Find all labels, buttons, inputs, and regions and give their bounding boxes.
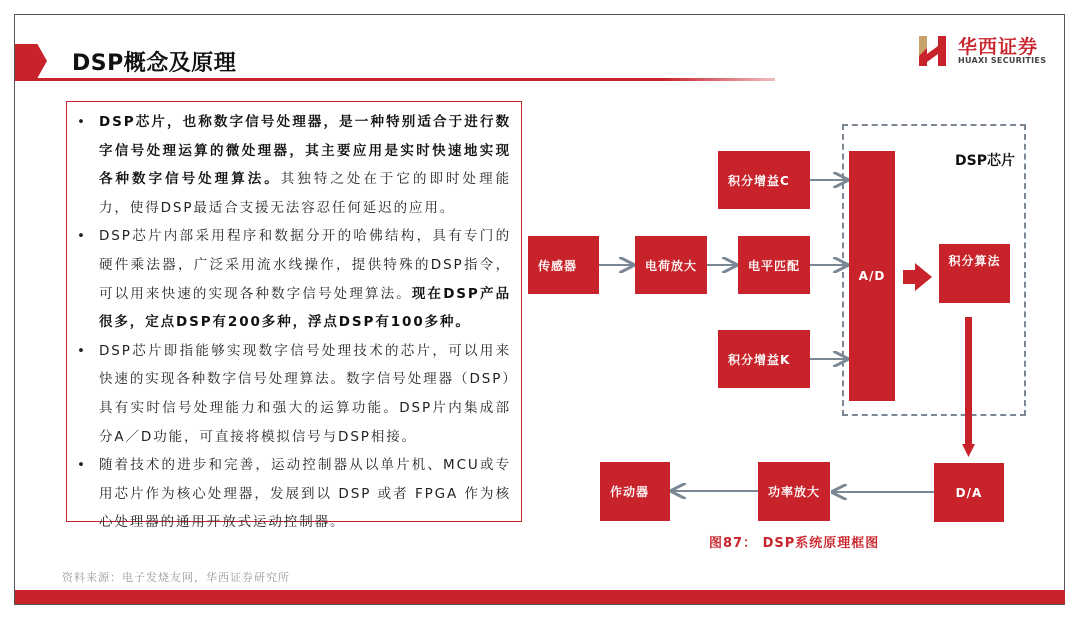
dsp-chip-label: DSP芯片 bbox=[955, 153, 1015, 169]
arrow-algorithm-to-da-head bbox=[962, 444, 975, 457]
arrow-algorithm-to-da-shaft bbox=[965, 317, 972, 445]
bullet-text-bold: 现在DSP产品很多，定点DSP有200多种，浮点DSP有100多种。 bbox=[99, 285, 512, 331]
integral-gain-c-block: 积分增益C bbox=[718, 151, 810, 209]
bullet-text-bold: DSP芯片，也称数字信号处理器，是一种特别适合于进行数字信号处理运算的微处理器，其主要应用是实时快速地实现各种数字信号处理算法。 bbox=[99, 114, 511, 188]
bullet-text: 随着技术的进步和完善，运动控制器从以单片机、MCU或专用芯片作为核心处理器，发展到以 DSP 或者 FPGA 作为核心处理器的通用开放式运动控制器。 bbox=[99, 457, 511, 531]
bullet-dot-icon: • bbox=[77, 342, 87, 359]
bullet-text: DSP芯片即指能够实现数字信号处理技术的芯片，可以用来快速的实现各种数字信号处理算法。数字信号处理器（DSP）具有实时信号处理能力和强大的运算功能。DSP片内集成部分A／D功能，可直接将模拟信号与DSP相接。 bbox=[99, 342, 511, 445]
integral-gain-k-block: 积分增益K bbox=[718, 330, 810, 388]
sensor-block: 传感器 bbox=[528, 236, 599, 294]
logo-english-name: HUAXI SECURITIES bbox=[958, 56, 1047, 65]
integral-algorithm-block: 积分算法 bbox=[939, 244, 1010, 303]
power-amplifier-block: 功率放大 bbox=[758, 462, 830, 521]
page-title: DSP概念及原理 bbox=[72, 51, 237, 76]
bullet-dot-icon: • bbox=[77, 114, 87, 130]
level-match-block: 电平匹配 bbox=[738, 236, 810, 294]
bullet-text: 其独特之处在于它的即时处理能力，使得DSP最适合支援无法容忍任何延迟的应用。 bbox=[99, 171, 511, 216]
source-note: 资料来源：电子发烧友网，华西证券研究所 bbox=[62, 571, 290, 584]
figure-caption: 图87： DSP系统原理框图 bbox=[709, 536, 880, 551]
bullet-text: DSP芯片内部采用程序和数据分开的哈佛结构，具有专门的硬件乘法器，广泛采用流水线操作，提供特殊的DSP指令，可以用来快速的实现各种数字信号处理算法。 bbox=[99, 228, 511, 302]
charge-amplifier-block: 电荷放大 bbox=[635, 236, 707, 294]
arrow-ad-to-algorithm bbox=[903, 263, 932, 291]
logo-chinese-name: 华西证券 bbox=[958, 36, 1039, 58]
bullet-dot-icon: • bbox=[77, 228, 87, 245]
actuator-block: 作动器 bbox=[600, 462, 670, 521]
ad-converter-block: A/D bbox=[849, 151, 895, 401]
bullet-dot-icon: • bbox=[77, 457, 87, 474]
footer-bar bbox=[15, 590, 1065, 604]
da-converter-block: D/A bbox=[934, 463, 1004, 522]
